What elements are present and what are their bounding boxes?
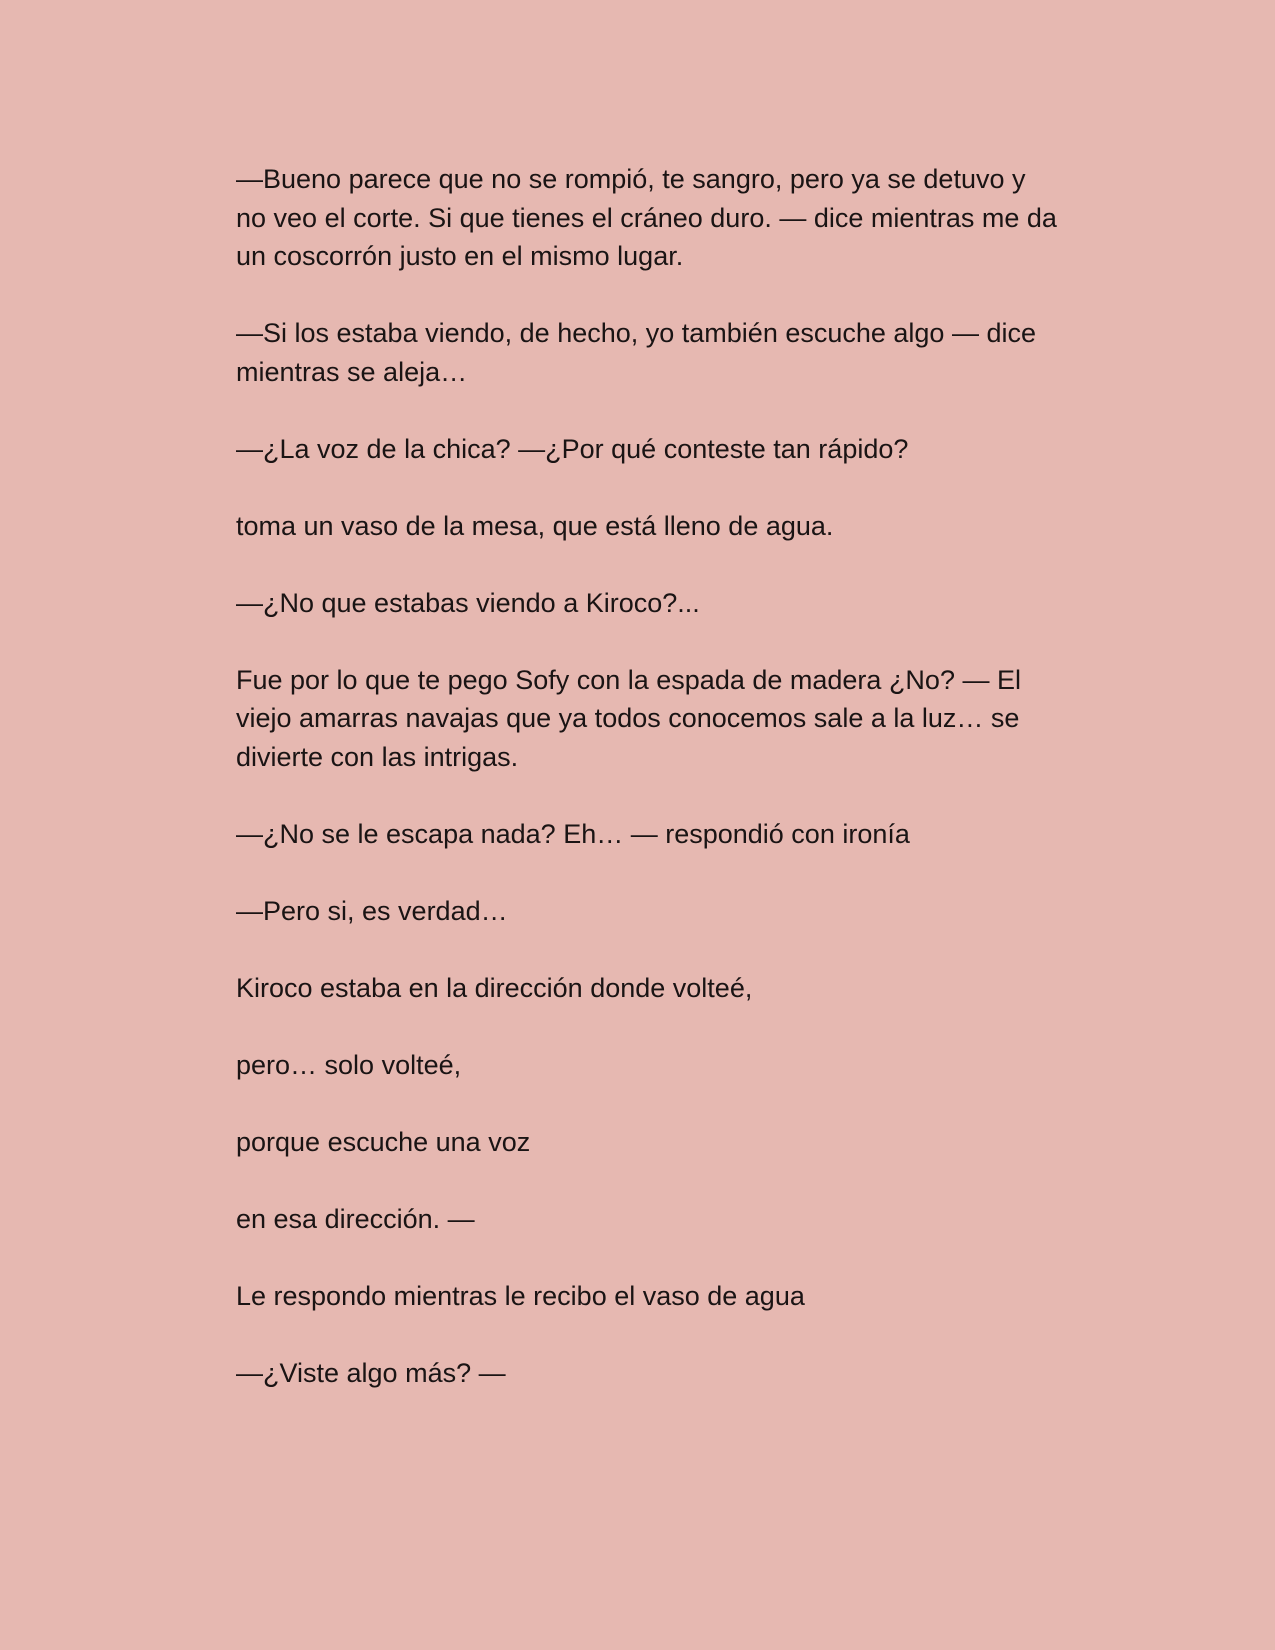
paragraph	[236, 969, 1136, 1008]
text-line: —Pero si, es verdad…	[236, 895, 508, 926]
paragraph	[236, 584, 1136, 623]
text-line: —Bueno parece que no se rompió, te sangro, pero ya se detuvo y	[236, 164, 1026, 194]
text-line: —¿Viste algo más? —	[236, 1357, 506, 1388]
text-line: no veo el corte. Si que tienes el cráneo duro. — dice mientras me da	[236, 202, 1057, 233]
text-line: pero… solo volteé,	[236, 1049, 462, 1080]
paragraph	[236, 507, 1136, 546]
text-line: —¿No se le escapa nada? Eh… — respondió con ironía	[236, 818, 910, 849]
text-line: en esa dirección. —	[236, 1203, 475, 1234]
paragraph	[236, 1123, 1136, 1162]
paragraph	[236, 892, 1136, 931]
text-line: viejo amarras navajas que ya todos conocemos sale a la luz… se	[236, 703, 1020, 733]
text-line: Le respondo mientras le recibo el vaso de agua	[236, 1280, 805, 1311]
paragraph	[236, 430, 1136, 469]
paragraph	[236, 815, 1136, 854]
text-line: toma un vaso de la mesa, que está lleno de agua.	[236, 510, 834, 541]
text-line: Fue por lo que te pego Sofy con la espada de madera ¿No? — El	[236, 664, 1021, 695]
text-line: porque escuche una voz	[236, 1126, 531, 1157]
paragraph	[236, 661, 1136, 777]
paragraph	[236, 1046, 1136, 1085]
paragraph	[236, 160, 1136, 276]
text-line: un coscorrón justo en el mismo lugar.	[236, 241, 684, 271]
text-line: divierte con las intrigas.	[236, 741, 519, 772]
paragraph	[236, 1200, 1136, 1239]
paragraph	[236, 1277, 1136, 1316]
document-page	[236, 160, 1136, 1431]
paragraph	[236, 314, 1136, 391]
text-line: —Si los estaba viendo, de hecho, yo también escuche algo — dice	[236, 318, 1036, 348]
text-line: —¿La voz de la chica? —¿Por qué conteste tan rápido?	[236, 433, 909, 464]
text-line: mientras se aleja…	[236, 356, 468, 387]
text-line: Kiroco estaba en la dirección donde volteé,	[236, 972, 753, 1003]
text-line: —¿No que estabas viendo a Kiroco?...	[236, 587, 700, 618]
paragraph	[236, 1354, 1136, 1393]
